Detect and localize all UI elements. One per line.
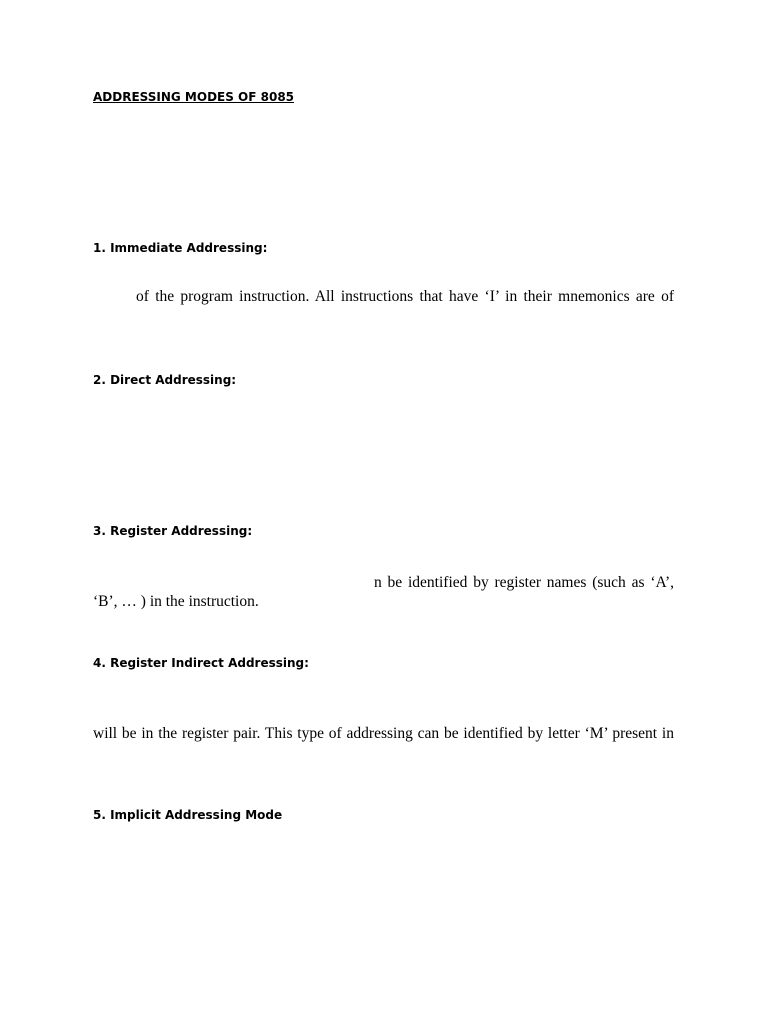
section-text-register-indirect-addressing-line-1: will be in the register pair. This type of addressing can be identified by letter ‘M’ present in: [93, 725, 674, 742]
section-heading-direct-addressing: 2. Direct Addressing:: [93, 373, 237, 387]
section-text-register-addressing-line-1: n be identified by register names (such as ‘A’,: [374, 574, 674, 591]
section-text-immediate-addressing-line-1: of the program instruction. All instructions that have ‘I’ in their mnemonics are of: [136, 288, 674, 305]
section-heading-register-addressing: 3. Register Addressing:: [93, 524, 253, 538]
document-title: ADDRESSING MODES OF 8085: [93, 90, 295, 104]
section-heading-immediate-addressing: 1. Immediate Addressing:: [93, 241, 268, 255]
section-text-register-addressing-line-2: ‘B’, … ) in the instruction.: [93, 593, 259, 610]
section-heading-implicit-addressing-mode: 5. Implicit Addressing Mode: [93, 808, 283, 822]
section-heading-register-indirect-addressing: 4. Register Indirect Addressing:: [93, 656, 309, 670]
